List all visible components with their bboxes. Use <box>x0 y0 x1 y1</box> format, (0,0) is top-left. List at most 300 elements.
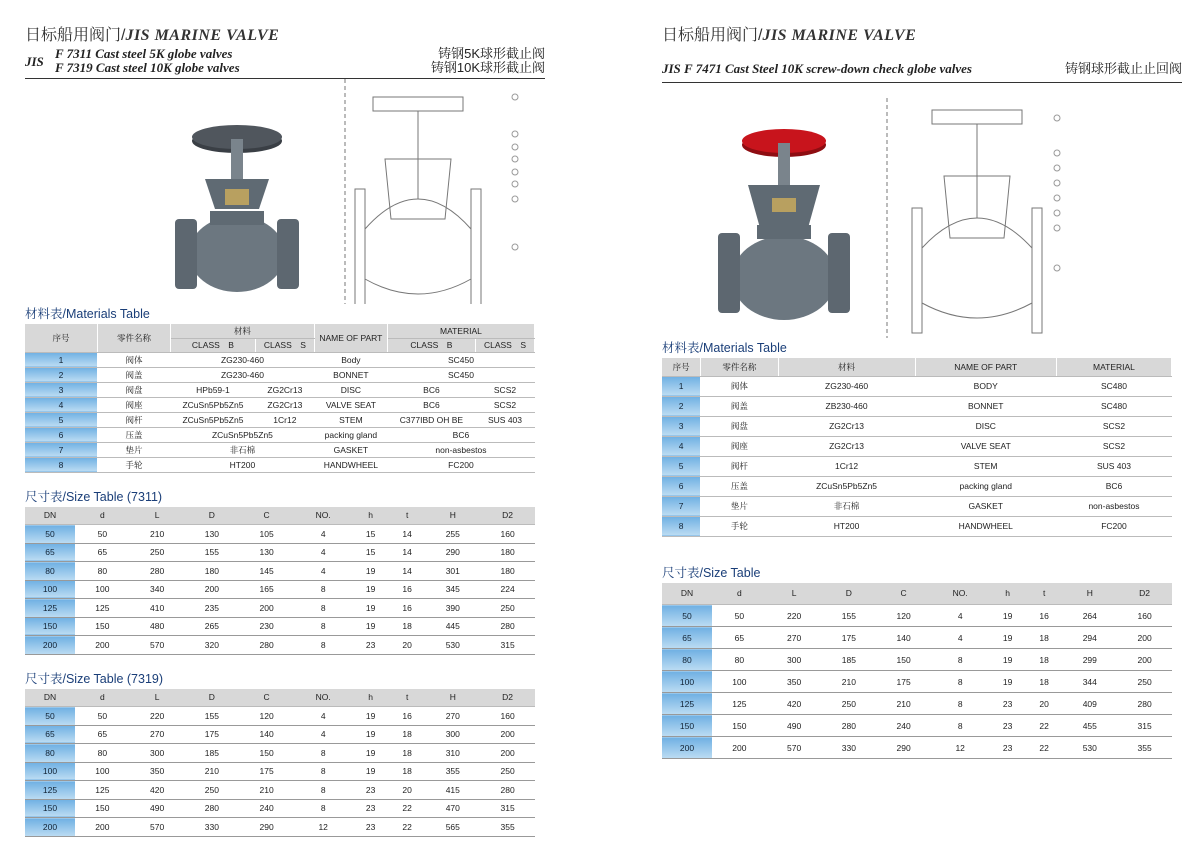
col-head: 序号 <box>662 358 701 376</box>
cell: 50 <box>662 605 712 627</box>
cell: 4 <box>294 707 352 726</box>
cell-mat: ZCuSn5Pb5Zn5 <box>171 427 315 442</box>
cell: 19 <box>352 599 389 618</box>
cell: 垫片 <box>701 496 778 516</box>
table-row <box>25 382 535 397</box>
materials-title-left: 材料表/Materials Table <box>25 307 150 321</box>
col-d: D <box>822 583 877 605</box>
cell-material: BC6 <box>387 427 534 442</box>
cell-mat: HT200 <box>171 457 315 472</box>
cell: 65 <box>25 543 75 562</box>
table-row <box>25 525 535 544</box>
cell: 250 <box>480 599 535 618</box>
cell: 8 <box>931 715 989 737</box>
cell: ZG2Cr13 <box>778 416 915 436</box>
cell: 160 <box>1117 605 1172 627</box>
cell: 160 <box>480 707 535 726</box>
cell: 294 <box>1062 627 1117 649</box>
col-no: NO. <box>931 583 989 605</box>
table-row <box>662 376 1172 396</box>
cell: 355 <box>425 762 480 781</box>
cell: 250 <box>130 543 185 562</box>
cell: 420 <box>130 781 185 800</box>
cell: 18 <box>1026 649 1063 671</box>
table-row <box>25 799 535 818</box>
cell: 19 <box>352 725 389 744</box>
materials-table-left <box>25 324 535 473</box>
cell: 330 <box>822 737 877 759</box>
cell: 150 <box>876 649 931 671</box>
table-row <box>662 516 1172 536</box>
cell: 4 <box>931 627 989 649</box>
cell: 4 <box>662 436 701 456</box>
cell: 300 <box>767 649 822 671</box>
cell: 19 <box>352 562 389 581</box>
cell: 19 <box>352 707 389 726</box>
cell: 7 <box>662 496 701 516</box>
table-row <box>25 367 535 382</box>
cell: 175 <box>185 725 240 744</box>
col-t: t <box>389 689 426 707</box>
cell: 8 <box>294 580 352 599</box>
cell: 8 <box>294 799 352 818</box>
cell: 230 <box>239 617 294 636</box>
cell: 200 <box>1117 627 1172 649</box>
col-dn: DN <box>25 507 75 525</box>
cell: ZG230-460 <box>778 376 915 396</box>
cell: 280 <box>822 715 877 737</box>
col-part: 零件名称 <box>98 324 171 352</box>
col-d: d <box>712 583 767 605</box>
cell: 19 <box>989 627 1026 649</box>
left-page <box>25 0 545 837</box>
col-class-b2: CLASS B <box>387 338 475 352</box>
cell: BONNET <box>915 396 1056 416</box>
table-row <box>25 352 535 367</box>
cell: 6 <box>662 476 701 496</box>
cell: 50 <box>25 525 75 544</box>
cell: 4 <box>931 605 989 627</box>
cell: 290 <box>425 543 480 562</box>
cell: 8 <box>294 617 352 636</box>
cell: 290 <box>876 737 931 759</box>
cell: 5 <box>662 456 701 476</box>
cell: 570 <box>767 737 822 759</box>
cell-part: 压盖 <box>98 427 171 442</box>
cell: 140 <box>239 725 294 744</box>
cell: 18 <box>389 762 426 781</box>
cell: 270 <box>130 725 185 744</box>
cell: 155 <box>185 543 240 562</box>
cell: 150 <box>25 617 75 636</box>
cell: 8 <box>931 693 989 715</box>
cell-mat: ZG230-460 <box>171 352 315 367</box>
table-row <box>662 693 1172 715</box>
cell-mat-s: ZG2Cr13 <box>255 382 314 397</box>
cell: 8 <box>294 599 352 618</box>
cell: 415 <box>425 781 480 800</box>
cell: 100 <box>75 762 130 781</box>
cell-mat-b: ZCuSn5Pb5Zn5 <box>171 412 256 427</box>
cell: 185 <box>185 744 240 763</box>
cell: 350 <box>767 671 822 693</box>
cell: 80 <box>25 744 75 763</box>
col-h: h <box>352 689 389 707</box>
cell: 344 <box>1062 671 1117 693</box>
cell: 150 <box>662 715 712 737</box>
subtitle-prefix: JIS <box>25 54 44 69</box>
cell: 265 <box>185 617 240 636</box>
size1-title: 尺寸表/Size Table (7311) <box>25 489 163 504</box>
col-dn: DN <box>662 583 712 605</box>
cell: 15 <box>352 543 389 562</box>
cell: 18 <box>389 744 426 763</box>
cell: 50 <box>75 707 130 726</box>
cell: STEM <box>915 456 1056 476</box>
cell: 570 <box>130 636 185 655</box>
cell: 345 <box>425 580 480 599</box>
cell: 150 <box>75 617 130 636</box>
col-mat: 材料 <box>171 324 315 338</box>
col-h: H <box>425 507 480 525</box>
cell: HT200 <box>778 516 915 536</box>
cell: 23 <box>352 818 389 837</box>
cell: 20 <box>389 781 426 800</box>
cell-material: FC200 <box>387 457 534 472</box>
col-h: h <box>352 507 389 525</box>
cell: 270 <box>767 627 822 649</box>
cell-mat-b: HPb59-1 <box>171 382 256 397</box>
cell: 140 <box>876 627 931 649</box>
size-title-right: 尺寸表/Size Table <box>662 565 761 580</box>
cell: 80 <box>662 649 712 671</box>
cell: 200 <box>75 818 130 837</box>
cell: ZG2Cr13 <box>778 436 915 456</box>
cell: 310 <box>425 744 480 763</box>
cell: 8 <box>931 671 989 693</box>
table-row <box>25 599 535 618</box>
table-row <box>662 436 1172 456</box>
cell: 200 <box>185 580 240 599</box>
cell-name: VALVE SEAT <box>314 397 387 412</box>
size-table-7319 <box>25 689 535 837</box>
cell-mat-s: 1Cr12 <box>255 412 314 427</box>
cell: 355 <box>480 818 535 837</box>
cell: 565 <box>425 818 480 837</box>
col-class-s2: CLASS S <box>476 338 535 352</box>
cell: 270 <box>425 707 480 726</box>
cell: 19 <box>989 605 1026 627</box>
cell: 315 <box>1117 715 1172 737</box>
cell-mat: 非石棉 <box>171 442 315 457</box>
cell: 224 <box>480 580 535 599</box>
cell: SUS 403 <box>1056 456 1171 476</box>
cell-part: 手轮 <box>98 457 171 472</box>
cell-part: 垫片 <box>98 442 171 457</box>
col-d2: D2 <box>480 689 535 707</box>
cell: 19 <box>352 580 389 599</box>
cell: 240 <box>876 715 931 737</box>
cell: 23 <box>352 799 389 818</box>
cell: 340 <box>130 580 185 599</box>
cell: 200 <box>75 636 130 655</box>
col-material: MATERIAL <box>387 324 534 338</box>
subtitle-line1: F 7311 Cast steel 5K globe valves <box>55 46 233 61</box>
subtitle-right <box>662 44 1182 83</box>
cell: 165 <box>239 580 294 599</box>
table-row <box>662 605 1172 627</box>
col-d2: D2 <box>1117 583 1172 605</box>
cell: 14 <box>389 525 426 544</box>
cell: 80 <box>712 649 767 671</box>
cell: 20 <box>389 636 426 655</box>
col-h: H <box>1062 583 1117 605</box>
cell: 19 <box>352 744 389 763</box>
subtitle-left <box>25 44 545 79</box>
cell: 1Cr12 <box>778 456 915 476</box>
table-row <box>662 456 1172 476</box>
cell: 阀座 <box>701 436 778 456</box>
subtitle-cn1: 铸钢球形截止止回阀 <box>1064 61 1182 76</box>
cell-material-s: SCS2 <box>476 397 535 412</box>
cell: 23 <box>352 636 389 655</box>
cell: 150 <box>239 744 294 763</box>
cell: 210 <box>876 693 931 715</box>
cell: ZB230-460 <box>778 396 915 416</box>
cell: 14 <box>389 562 426 581</box>
cell: 160 <box>480 525 535 544</box>
cell: 18 <box>1026 627 1063 649</box>
subtitle-line2: F 7319 Cast steel 10K globe valves <box>55 60 240 75</box>
cell: 220 <box>130 707 185 726</box>
cell: 530 <box>1062 737 1117 759</box>
cell: SC480 <box>1056 376 1171 396</box>
cell: 8 <box>294 762 352 781</box>
col-d: D <box>185 689 240 707</box>
col-d: d <box>75 507 130 525</box>
cell: 180 <box>480 562 535 581</box>
cell: 315 <box>480 636 535 655</box>
cell: ZCuSn5Pb5Zn5 <box>778 476 915 496</box>
cell-no: 8 <box>25 457 98 472</box>
cell: 65 <box>75 725 130 744</box>
cell: 20 <box>1026 693 1063 715</box>
cell: 255 <box>425 525 480 544</box>
cell-no: 4 <box>25 397 98 412</box>
cell: 120 <box>876 605 931 627</box>
cell-material-b: C377IBD OH BE <box>387 412 475 427</box>
cell: 23 <box>989 715 1026 737</box>
cell: FC200 <box>1056 516 1171 536</box>
cell-material-b: BC6 <box>387 382 475 397</box>
cell: 210 <box>239 781 294 800</box>
cell: 200 <box>480 744 535 763</box>
cell: 23 <box>989 737 1026 759</box>
cell: 16 <box>389 707 426 726</box>
size-table-right <box>662 583 1172 760</box>
cell: 280 <box>480 781 535 800</box>
table-row <box>662 649 1172 671</box>
cell: 455 <box>1062 715 1117 737</box>
cell: 200 <box>25 636 75 655</box>
col-t: t <box>389 507 426 525</box>
cell: 220 <box>767 605 822 627</box>
cell: packing gland <box>915 476 1056 496</box>
cell: 280 <box>239 636 294 655</box>
cell: 120 <box>239 707 294 726</box>
cell: 301 <box>425 562 480 581</box>
table-row <box>662 496 1172 516</box>
valve-photo-right <box>662 83 1182 338</box>
cell-name: DISC <box>314 382 387 397</box>
cell-name: STEM <box>314 412 387 427</box>
cell: 100 <box>25 580 75 599</box>
cell: 280 <box>185 799 240 818</box>
cell: 125 <box>25 599 75 618</box>
table-row <box>25 442 535 457</box>
cell: 65 <box>662 627 712 649</box>
col-head: MATERIAL <box>1056 358 1171 376</box>
cell: 235 <box>185 599 240 618</box>
cell-part: 阀盖 <box>98 367 171 382</box>
table-row <box>662 671 1172 693</box>
cell-mat-s: ZG2Cr13 <box>255 397 314 412</box>
cell: 100 <box>662 671 712 693</box>
cell: 65 <box>75 543 130 562</box>
cell: 12 <box>931 737 989 759</box>
cell: 50 <box>712 605 767 627</box>
cell: 200 <box>239 599 294 618</box>
cell: 19 <box>989 649 1026 671</box>
cell: 390 <box>425 599 480 618</box>
cell: 3 <box>662 416 701 436</box>
cell: 490 <box>130 799 185 818</box>
cell: 480 <box>130 617 185 636</box>
cell: 130 <box>185 525 240 544</box>
cell: 8 <box>294 781 352 800</box>
header-cn: 日标船用阀门/ <box>25 27 126 44</box>
cell: 80 <box>75 562 130 581</box>
cell-mat-b: ZCuSn5Pb5Zn5 <box>171 397 256 412</box>
cell: 阀杆 <box>701 456 778 476</box>
col-class-s: CLASS S <box>255 338 314 352</box>
cell: 175 <box>876 671 931 693</box>
header-cn: 日标船用阀门/ <box>662 27 763 44</box>
right-page <box>662 0 1182 759</box>
table-row <box>25 412 535 427</box>
col-c: C <box>239 507 294 525</box>
cell: 280 <box>130 562 185 581</box>
header-right <box>662 22 1182 44</box>
cell: 18 <box>389 617 426 636</box>
cell: 18 <box>1026 671 1063 693</box>
cell: 200 <box>662 737 712 759</box>
cell: 1 <box>662 376 701 396</box>
table-row <box>662 416 1172 436</box>
cell-material-s: SUS 403 <box>476 412 535 427</box>
cell: 530 <box>425 636 480 655</box>
subtitle-cn2: 铸钢10K球形截止阀 <box>430 60 545 75</box>
cell: 570 <box>130 818 185 837</box>
materials-title-right: 材料表/Materials Table <box>662 341 787 355</box>
col-h: H <box>425 689 480 707</box>
cell: 22 <box>389 818 426 837</box>
cell: 175 <box>239 762 294 781</box>
cell: SCS2 <box>1056 436 1171 456</box>
cell: 22 <box>1026 715 1063 737</box>
cell: 250 <box>1117 671 1172 693</box>
cell: 150 <box>25 799 75 818</box>
cell: 2 <box>662 396 701 416</box>
cell-name: GASKET <box>314 442 387 457</box>
cell: 290 <box>239 818 294 837</box>
cell: 420 <box>767 693 822 715</box>
cell: 200 <box>480 725 535 744</box>
cell: 409 <box>1062 693 1117 715</box>
cell-name: packing gland <box>314 427 387 442</box>
table-row <box>25 427 535 442</box>
cell: SCS2 <box>1056 416 1171 436</box>
cell: 150 <box>712 715 767 737</box>
col-d2: D2 <box>480 507 535 525</box>
col-t: t <box>1026 583 1063 605</box>
cell-no: 1 <box>25 352 98 367</box>
cell-mat: ZG230-460 <box>171 367 315 382</box>
cell: 125 <box>75 599 130 618</box>
cell: 阀盘 <box>701 416 778 436</box>
cell: 4 <box>294 725 352 744</box>
cell: 16 <box>389 580 426 599</box>
cell-no: 5 <box>25 412 98 427</box>
table-row <box>25 781 535 800</box>
cell-part: 阀体 <box>98 352 171 367</box>
cell: 19 <box>989 671 1026 693</box>
cell: 65 <box>25 725 75 744</box>
cell: 240 <box>239 799 294 818</box>
table-row <box>25 562 535 581</box>
cell: BC6 <box>1056 476 1171 496</box>
cell: 125 <box>712 693 767 715</box>
subtitle-cn1: 铸钢5K球形截止阀 <box>438 46 545 61</box>
header-left <box>25 22 545 44</box>
cell: 410 <box>130 599 185 618</box>
cell: 155 <box>185 707 240 726</box>
cell: 阀体 <box>701 376 778 396</box>
cell: VALVE SEAT <box>915 436 1056 456</box>
table-row <box>25 457 535 472</box>
cell: 300 <box>130 744 185 763</box>
cell: 125 <box>75 781 130 800</box>
cell-name: BONNET <box>314 367 387 382</box>
cell: 470 <box>425 799 480 818</box>
col-head: NAME OF PART <box>915 358 1056 376</box>
cell: 264 <box>1062 605 1117 627</box>
size2-title: 尺寸表/Size Table (7319) <box>25 671 164 686</box>
cell-name: HANDWHEEL <box>314 457 387 472</box>
cell: 22 <box>389 799 426 818</box>
cell: SC480 <box>1056 396 1171 416</box>
col-d: d <box>75 689 130 707</box>
cell-part: 阀杆 <box>98 412 171 427</box>
cell: HANDWHEEL <box>915 516 1056 536</box>
cell: 4 <box>294 562 352 581</box>
cell-no: 7 <box>25 442 98 457</box>
cell: 23 <box>352 781 389 800</box>
cell: 80 <box>75 744 130 763</box>
table-row <box>662 715 1172 737</box>
cell: 210 <box>185 762 240 781</box>
materials-table-right <box>662 358 1172 537</box>
